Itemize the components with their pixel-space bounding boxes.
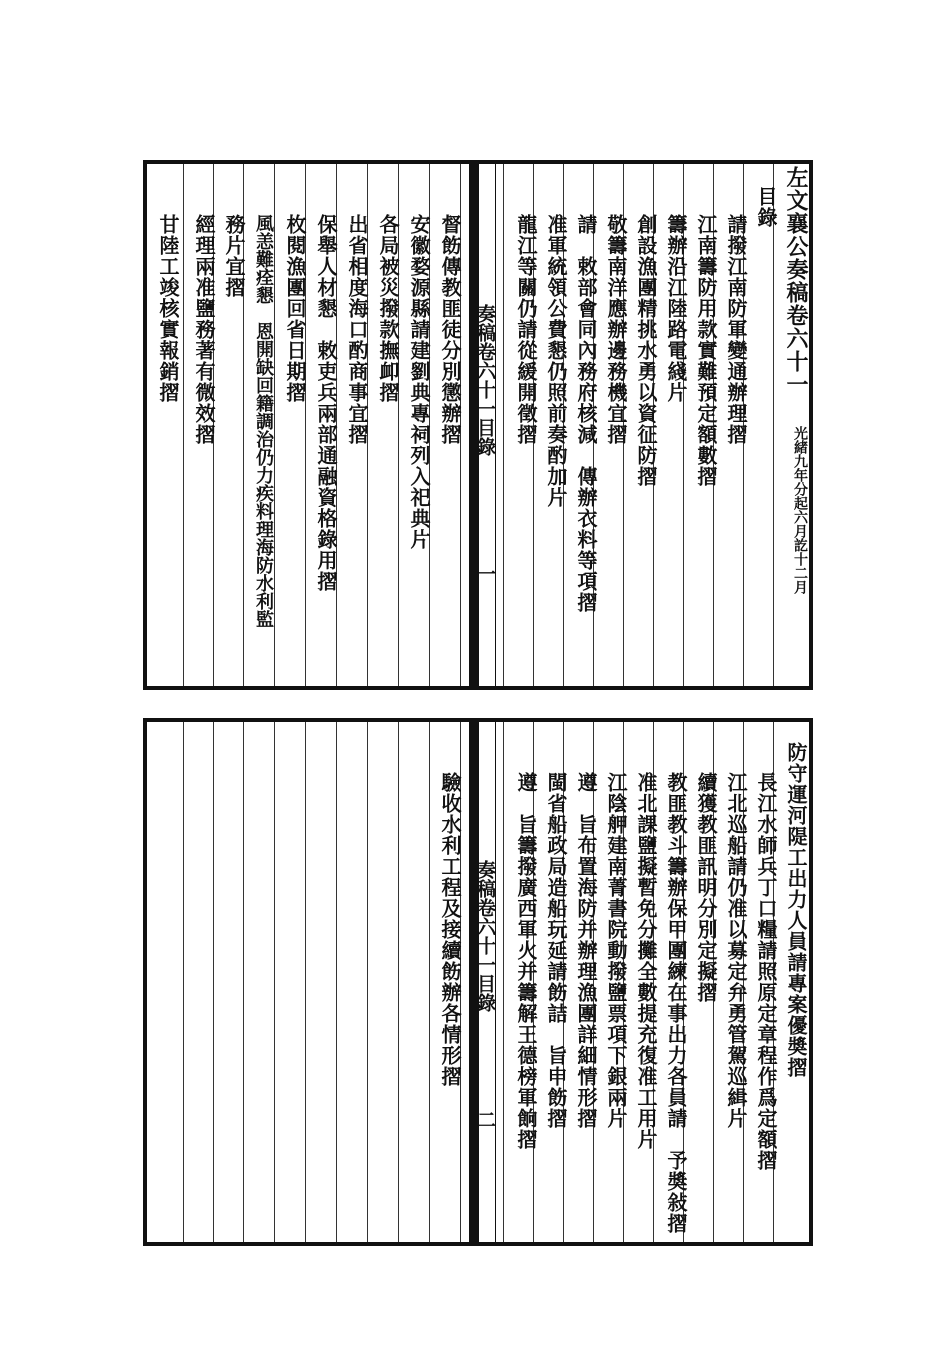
toc-entry: 安徽婺源縣請建劉典專祠列入祀典片 (407, 214, 431, 550)
toc-entry: 遵 旨布置海防并辦理漁團詳細情形摺 (574, 772, 598, 1129)
toc-entry: 請撥江南防軍變通辦理摺 (724, 214, 748, 445)
toc-entry: 續獲教匪訊明分別定擬摺 (694, 772, 718, 1003)
toc-entry: 閩省船政局造船玩延請飭詰 旨申飭摺 (544, 772, 568, 1129)
toc-heading: 目錄 (754, 186, 778, 228)
toc-entry: 籌辦沿江陸路電綫片 (664, 214, 688, 403)
volume-title: 左文襄公奏稿卷六十一 (783, 166, 809, 396)
toc-entry: 創設漁團精挑水勇以資征防摺 (634, 214, 658, 487)
spine-label: 奏稿卷六十一目錄 (474, 860, 496, 1012)
toc-entry: 江南籌防用款實難預定額數摺 (694, 214, 718, 487)
toc-entry: 出省相度海口酌商事宜摺 (345, 214, 369, 445)
toc-entry: 長江水師兵丁口糧請照原定章程作爲定額摺 (754, 772, 778, 1171)
spine-label: 奏稿卷六十一目錄 (474, 304, 496, 456)
toc-entry: 督飭傳教匪徒分別懲辦摺 (438, 214, 462, 445)
toc-entry: 請 敕部會同內務府核減 傳辦衣料等項摺 (574, 214, 598, 613)
toc-entry: 甘陸工竣核實報銷摺 (156, 214, 180, 403)
folio-number: 二 (474, 1110, 496, 1129)
toc-entry: 准北課鹽擬暫免分攤全數提充復准工用片 (634, 772, 658, 1150)
toc-entry: 經理兩准鹽務著有微效摺 (192, 214, 216, 445)
toc-entry: 各局被災撥款撫卹摺 (376, 214, 400, 403)
date-note: 光緒九年分起六月訖十二月 (792, 426, 808, 594)
toc-entry: 風恙難痊懇 恩開缺回籍調治仍力疾料理海防水利監 (253, 214, 274, 628)
toc-entry: 保舉人材懇 敕吏兵兩部通融資格錄用摺 (314, 214, 338, 592)
toc-entry: 遵 旨籌撥廣西軍火并籌解王德榜軍餉摺 (514, 772, 538, 1150)
folio-number: 一 (474, 564, 496, 583)
toc-entry: 敬籌南洋應辦邊務機宜摺 (604, 214, 628, 445)
bottom-page (143, 718, 813, 1246)
toc-entry: 防守運河隄工出力人員請專案優奬摺 (784, 742, 808, 1078)
toc-entry: 教匪教斗籌辦保甲團練在事出力各員請 予奬敍摺 (664, 772, 688, 1234)
toc-entry: 准軍統領公費懇仍照前奏酌加片 (544, 214, 568, 508)
toc-entry: 江北巡船請仍准以募定弁勇管駕巡緝片 (724, 772, 748, 1129)
toc-entry: 枚閱漁團回省日期摺 (283, 214, 307, 403)
toc-entry: 龍江等關仍請從緩開徵摺 (514, 214, 538, 445)
top-page (143, 160, 813, 690)
toc-entry: 驗收水利工程及接續飭辦各情形摺 (438, 772, 462, 1087)
toc-entry: 江陰舺建南菁書院動撥鹽票項下銀兩片 (604, 772, 628, 1129)
toc-entry: 務片宜摺 (222, 214, 246, 298)
